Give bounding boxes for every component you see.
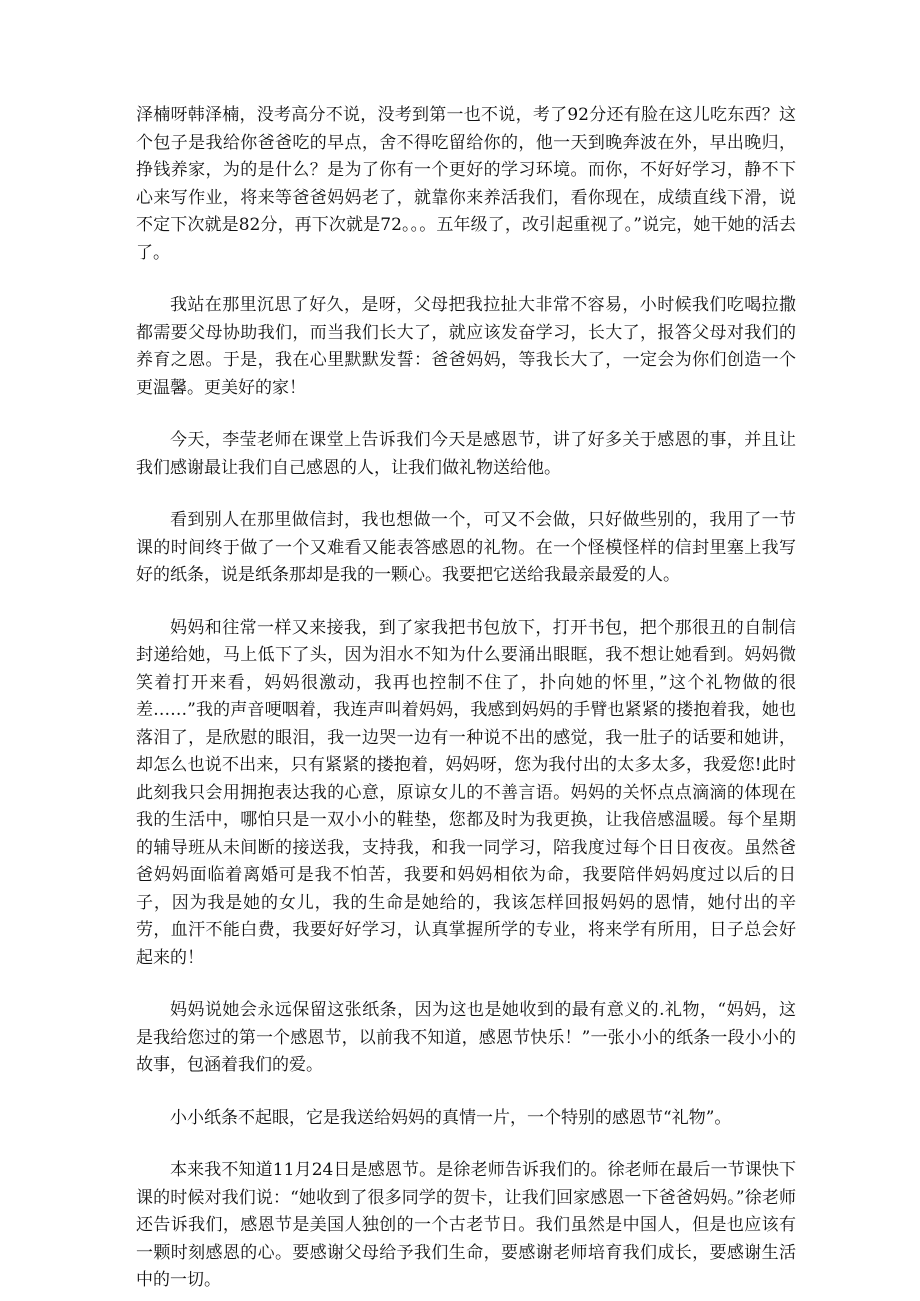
paragraph-3: 今天，李莹老师在课堂上告诉我们今天是感恩节，讲了好多关于感恩的事，并且让我们感谢最让我们自己感恩的人，让我们做礼物送给他。	[136, 430, 796, 478]
paragraph-5: 妈妈和往常一样又来接我，到了家我把书包放下，打开书包，把个那很丑的自制信封递给她，马上低下了头，因为泪水不知为什么要涌出眼眶，我不想让她看到。妈妈微笑着打开来看，妈妈很激动，我再也控制不住了，扑向她的怀里，”这个礼物做的很差……”我的声音哽咽着，我连声叫着妈妈，我感到妈妈的手臂也紧紧的搂抱着我，她也落泪了，是欣慰的眼泪，我一边哭一边有一种说不出的感觉，我一肚子的话要和她讲，却怎么也说不出来，只有紧紧的搂抱着，妈妈呀，您为我付出的太多太多，我爱您!此时此刻我只会用拥抱表达我的心意，原谅女儿的不善言语。妈妈的关怀点点滴滴的体现在我的生活中，哪怕只是一双小小的鞋垫，您都及时为我更换，让我倍感温暖。每个星期的辅导班从未间断的接送我，支持我，和我一同学习，陪我度过每个日日夜夜。虽然爸爸妈妈面临着离婚可是我不怕苦，我要和妈妈相依为命，我要陪伴妈妈度过以后的日子，因为我是她的女儿，我的生命是她给的，我该怎样回报妈妈的恩情，她付出的辛劳，血汗不能白费，我要好好学习，认真掌握所学的专业，将来学有所用，日子总会好起来的！	[136, 617, 796, 968]
paragraph-7: 小小纸条不起眼，它是我送给妈妈的真情一片，一个特别的感恩节“礼物”。	[170, 1107, 732, 1128]
paragraph-8: 本来我不知道11月24日是感恩节。是徐老师告诉我们的。徐老师在最后一节课快下课的时候对我们说：“她收到了很多同学的贺卡，让我们回家感恩一下爸爸妈妈。”徐老师还告诉我们，感恩节是美国人独创的一个古老节日。我们虽然是中国人，但是也应该有一颗时刻感恩的心。要感谢父母给予我们生命，要感谢老师培育我们成长，要感谢生活中的一切。	[136, 1160, 796, 1290]
document-body	[136, 102, 796, 1295]
paragraph-1: 泽楠呀韩泽楠，没考高分不说，没考到第一也不说，考了92分还有脸在这儿吃东西？这个包子是我给你爸爸吃的早点，舍不得吃留给你的，他一天到晚奔波在外，早出晚归，挣钱养家，为的是什么？是为了你有一个更好的学习环境。而你，不好好学习，静不下心来写作业，将来等爸爸妈妈老了，就靠你来养活我们，看你现在，成绩直线下滑，说不定下次就是82分，再下次就是72。。。五年级了，改引起重视了。”说完，她干她的活去了。	[136, 105, 796, 263]
paragraph-4: 看到别人在那里做信封，我也想做一个，可又不会做，只好做些别的，我用了一节课的时间终于做了一个又难看又能表答感恩的礼物。在一个怪模怪样的信封里塞上我写好的纸条，说是纸条那却是我的一颗心。我要把它送给我最亲最爱的人。	[136, 510, 796, 585]
paragraph-6: 妈妈说她会永远保留这张纸条，因为这也是她收到的最有意义的.礼物，“妈妈，这是我给您过的第一个感恩节，以前我不知道，感恩节快乐！”一张小小的纸条一段小小的故事，包涵着我们的爱。	[136, 1000, 796, 1075]
paragraph-2: 我站在那里沉思了好久，是呀，父母把我拉扯大非常不容易，小时候我们吃喝拉撒都需要父母协助我们，而当我们长大了，就应该发奋学习，长大了，报答父母对我们的养育之恩。于是，我在心里默默发誓：爸爸妈妈，等我长大了，一定会为你们创造一个更温馨。更美好的家！	[136, 295, 796, 398]
